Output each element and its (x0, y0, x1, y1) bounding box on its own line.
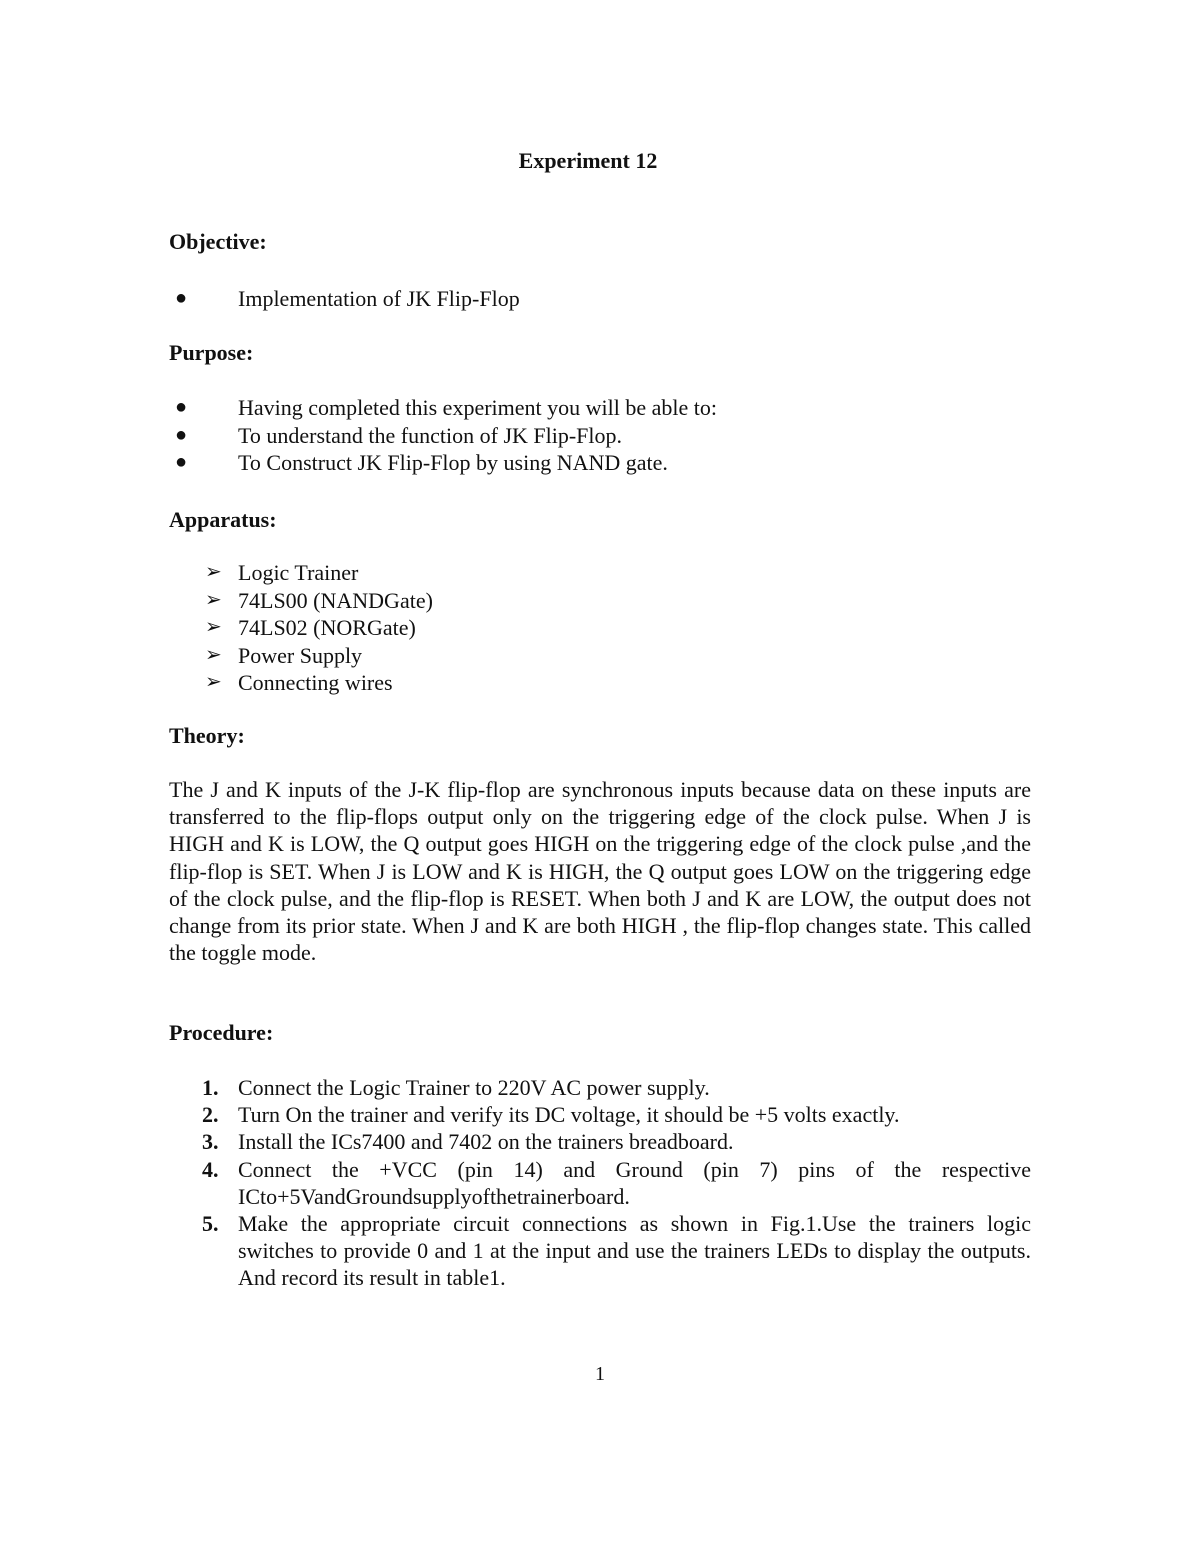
bullet-icon: ● (175, 423, 188, 446)
arrowhead-icon: ➢ (205, 561, 222, 583)
page-title: Experiment 12 (518, 148, 658, 173)
list-item: ➢ Power Supply (205, 642, 363, 668)
procedure-step: 1. Connect the Logic Trainer to 220V AC power supply. (202, 1075, 710, 1100)
bullet-icon: ● (175, 451, 188, 473)
list-item: ● To understand the function of JK Flip-Flop. (175, 422, 623, 448)
list-item: ➢ 74LS00 (NANDGate) (205, 587, 433, 613)
procedure-step: 5. Make the appropriate circuit connections as shown in Fig.1.Use the trainers logic switches to provide 0 and 1 at the input and use the trainers LEDs to display the outputs. And record its result in table1. (202, 1211, 1031, 1291)
bullet-icon: ● (175, 287, 188, 309)
procedure-step: 4. Connect the +VCC (pin 14) and Ground (pin 7) pins of the respective ICto+5VandGroundsupplyofthetrainerboard. (202, 1156, 1031, 1209)
page-number: 1 (595, 1363, 605, 1385)
list-item: ➢ Logic Trainer (205, 560, 359, 585)
purpose-heading: Purpose: (169, 340, 254, 365)
purpose-list (169, 394, 717, 477)
list-item: ➢ Connecting wires (205, 670, 393, 695)
arrowhead-icon: ➢ (205, 616, 222, 638)
apparatus-heading: Apparatus: (169, 507, 277, 532)
apparatus-list (169, 559, 433, 697)
objective-list (169, 285, 520, 313)
procedure-heading: Procedure: (169, 1020, 274, 1045)
procedure-list (169, 1074, 1031, 1292)
objective-heading: Objective: (169, 229, 267, 254)
bullet-icon: ● (175, 396, 188, 418)
arrowhead-icon: ➢ (205, 671, 222, 693)
procedure-step: 3. Install the ICs7400 and 7402 on the trainers breadboard. (202, 1129, 734, 1155)
list-item: ● Implementation of JK Flip-Flop (175, 286, 520, 311)
procedure-step: 2. Turn On the trainer and verify its DC voltage, it should be +5 volts exactly. (202, 1102, 900, 1128)
list-item: ● Having completed this experiment you will be able to: (175, 395, 717, 420)
arrowhead-icon: ➢ (205, 643, 222, 666)
list-item: ● To Construct JK Flip-Flop by using NAND gate. (175, 450, 668, 475)
list-item: ➢ 74LS02 (NORGate) (205, 615, 416, 640)
theory-heading: Theory: (169, 723, 245, 748)
arrowhead-icon: ➢ (205, 588, 222, 611)
theory-paragraph: The J and K inputs of the J-K flip-flop are synchronous inputs because data on these inputs are transferred to the flip-flops output only on the triggering edge of the clock pulse. When J is HIGH and K is LOW, the Q output goes HIGH on the triggering edge of the clock pulse ,and the flip-flop is SET. When J is LOW and K is HIGH, the Q output goes LOW on the triggering edge of the clock pulse, and the flip-flop is RESET. When both J and K are LOW, the output does not change from its prior state. When J and K are both HIGH , the flip-flop changes state. This called the toggle mode. (169, 777, 1031, 966)
